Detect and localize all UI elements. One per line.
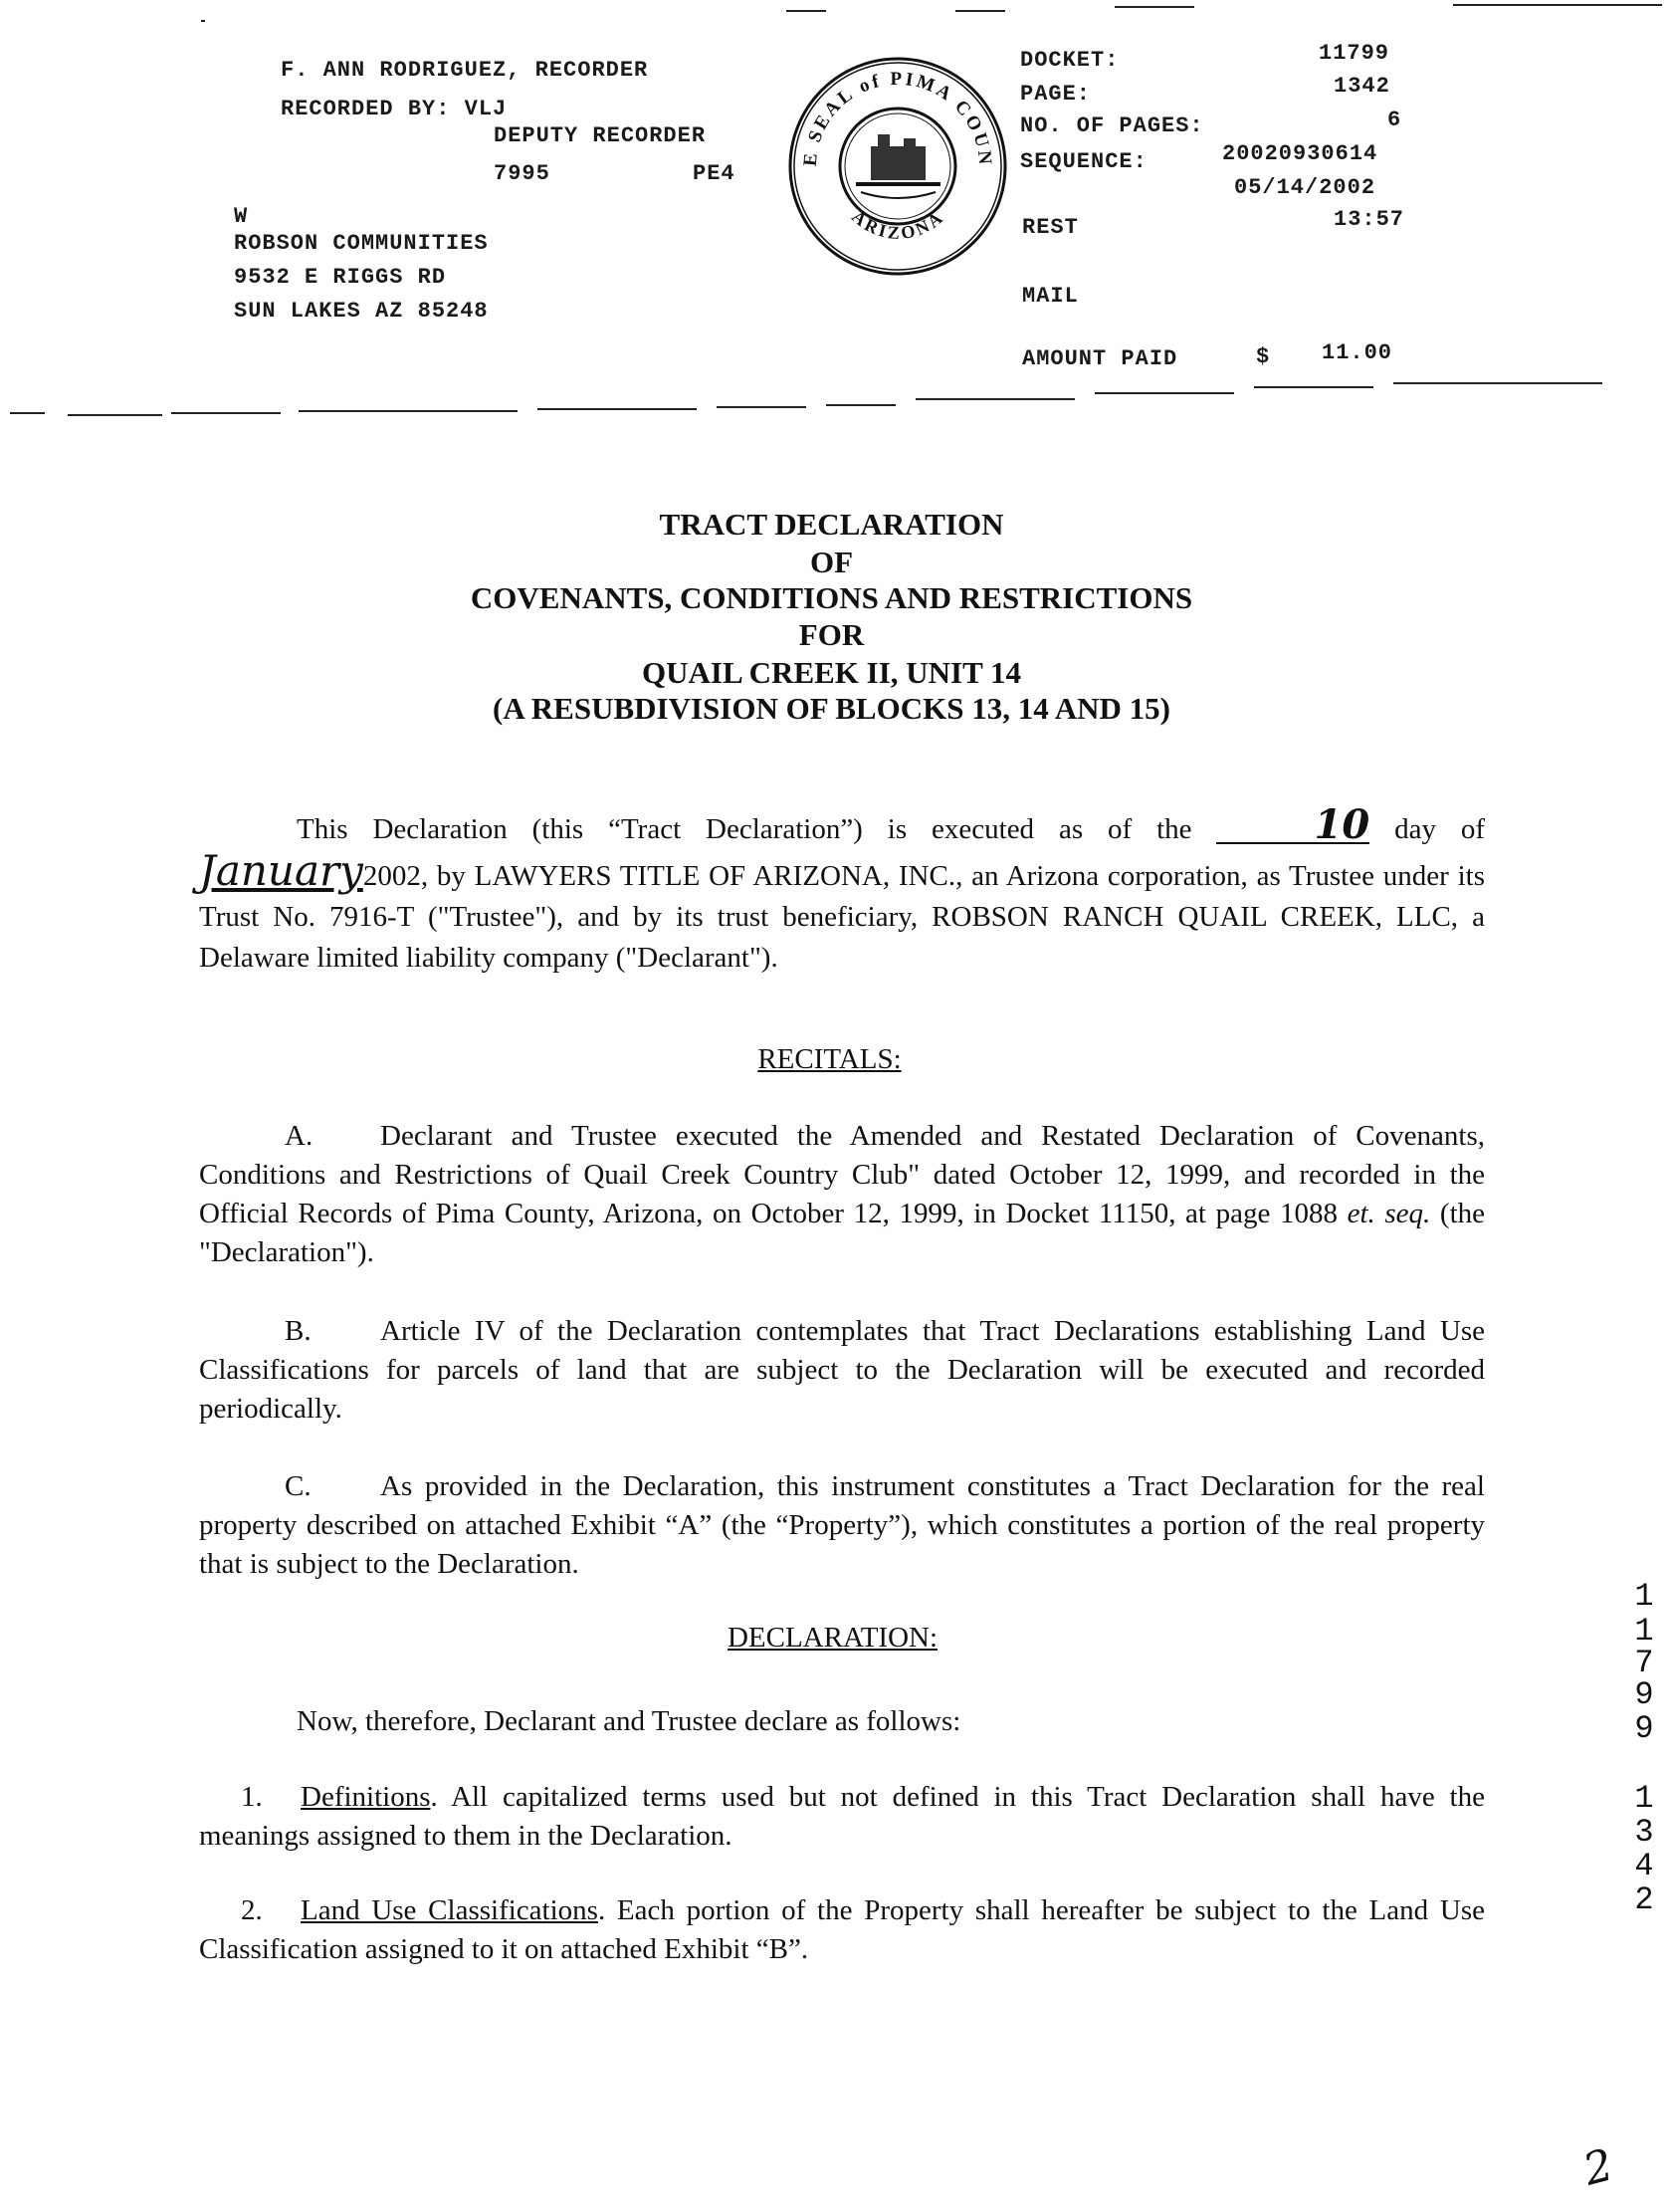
recital-c <box>199 1467 1485 1584</box>
side-digit: 4 <box>1634 1848 1654 1884</box>
title-line-4: FOR <box>798 617 865 652</box>
side-digit: 7 <box>1634 1645 1654 1681</box>
address-line-3: SUN LAKES AZ 85248 <box>234 299 489 324</box>
rest-label: REST <box>1022 215 1079 240</box>
pages-value: 6 <box>1387 108 1402 132</box>
scan-mark <box>955 10 1005 12</box>
scan-mark <box>1453 4 1662 6</box>
docket-label: DOCKET: <box>1020 48 1120 73</box>
address-line-2: 9532 E RIGGS RD <box>234 265 447 290</box>
sequence-value: 20020930614 <box>1222 141 1378 166</box>
recital-a-label: A. <box>285 1120 313 1152</box>
svg-text:ARIZONA <box>848 206 948 243</box>
page-value: 1342 <box>1334 74 1390 99</box>
recital-b <box>199 1312 1485 1429</box>
declaration-item-1 <box>199 1778 1485 1856</box>
scan-mark <box>201 20 205 22</box>
item-2-text: . Each portion of the Property shall hereafter be subject to the Land Use Classification assigned to it on attached Exhibit “B”. <box>199 1894 1485 1965</box>
month-handwritten: January <box>199 846 363 895</box>
side-digit: 9 <box>1634 1676 1654 1713</box>
recorded-by: RECORDED BY: VLJ <box>281 97 508 121</box>
declaration-item-2 <box>199 1891 1485 1969</box>
title-line-3: COVENANTS, CONDITIONS AND RESTRICTIONS <box>470 580 1193 615</box>
intro-text-1: This Declaration (this “Tract Declaration”) is executed as of the <box>297 813 1192 845</box>
amount-currency: $ <box>1256 344 1271 369</box>
seal-bottom-text: ARIZONA <box>848 206 948 244</box>
recital-c-label: C. <box>285 1470 312 1502</box>
side-digit: 1 <box>1634 1578 1654 1615</box>
item-2-title: Land Use Classifications <box>301 1894 598 1926</box>
seal-top-text: E SEAL of PIMA COUN <box>799 69 996 168</box>
amount-label: AMOUNT PAID <box>1022 346 1178 371</box>
scan-mark <box>786 10 826 12</box>
side-digit: 3 <box>1634 1814 1654 1851</box>
intro-text-2: day of <box>1394 813 1486 845</box>
side-digit: 2 <box>1634 1881 1654 1918</box>
recitals-heading: RECITALS: <box>757 1043 902 1075</box>
recital-a <box>199 1117 1485 1272</box>
county-seal <box>786 55 1010 279</box>
intro-text-3: 2002, by LAWYERS TITLE OF ARIZONA, INC., an Arizona corporation, as Trustee under its Trust No. 7916-T ("Trustee"), and by its trust beneficiary, ROBSON RANCH QUAIL CREEK, LLC, a Delaware limited liability company ("Declarant"). <box>199 860 1485 974</box>
pages-label: NO. OF PAGES: <box>1020 113 1204 138</box>
amount-value: 11.00 <box>1322 340 1393 365</box>
mail-label: MAIL <box>1022 284 1079 309</box>
item-1-number: 1. <box>241 1781 263 1813</box>
recital-a-text-end: (the "Declaration"). <box>199 1198 1486 1268</box>
recital-a-text: Declarant and Trustee executed the Amended and Restated Declaration of Covenants, Conditions and Restrictions of Quail Creek Country Club" dated October 12, 1999, and recorded in the Official Records of Pima County, Arizona, on October 12, 1999, in Docket 11150, at page 1088 <box>199 1120 1485 1229</box>
recital-b-label: B. <box>285 1315 312 1347</box>
page-mark: 2 <box>1577 2139 1619 2196</box>
deputy-recorder: DEPUTY RECORDER <box>494 123 707 148</box>
intro-paragraph <box>199 801 1486 979</box>
item-2-number: 2. <box>241 1894 263 1926</box>
address-line-1: ROBSON COMMUNITIES <box>234 231 489 256</box>
title-line-1: TRACT DECLARATION <box>659 507 1004 542</box>
title-line-5: QUAIL CREEK II, UNIT 14 <box>642 655 1021 690</box>
recorder-code2: PE4 <box>693 161 735 186</box>
recital-b-text: Article IV of the Declaration contemplates that Tract Declarations establishing Land Use Classifications for parcels of land that are subject to the Declaration will be executed and recorded periodically. <box>199 1315 1485 1425</box>
item-1-text: . All capitalized terms used but not defined in this Tract Declaration shall have the meanings assigned to them in the Declaration. <box>199 1781 1485 1852</box>
declaration-heading: DECLARATION: <box>727 1622 939 1654</box>
sequence-label: SEQUENCE: <box>1020 149 1147 174</box>
day-handwritten: 10 <box>1216 808 1369 844</box>
side-digit: 1 <box>1634 1613 1654 1650</box>
page-label: PAGE: <box>1020 82 1092 107</box>
docket-value: 11799 <box>1319 41 1390 66</box>
recital-a-etseq: et. seq. <box>1347 1198 1431 1229</box>
declaration-intro: Now, therefore, Declarant and Trustee declare as follows: <box>297 1705 961 1737</box>
recorder-name: F. ANN RODRIGUEZ, RECORDER <box>281 58 649 83</box>
title-line-2: OF <box>809 545 854 579</box>
recorder-w: W <box>234 204 249 229</box>
recorder-code: 7995 <box>494 161 550 186</box>
side-digit: 9 <box>1634 1710 1654 1747</box>
title-line-6: (A RESUBDIVISION OF BLOCKS 13, 14 AND 15) <box>493 691 1170 726</box>
recorded-time: 13:57 <box>1334 207 1405 232</box>
recorded-date: 05/14/2002 <box>1234 175 1376 200</box>
seal-icon <box>786 55 1010 279</box>
side-digit: 1 <box>1634 1780 1654 1817</box>
recital-c-text: As provided in the Declaration, this instrument constitutes a Tract Declaration for the real property described on attached Exhibit “A” (the “Property”), which constitutes a portion of the real property that is subject to the Declaration. <box>199 1470 1485 1580</box>
item-1-title: Definitions <box>301 1781 431 1813</box>
scan-mark <box>1115 6 1194 8</box>
